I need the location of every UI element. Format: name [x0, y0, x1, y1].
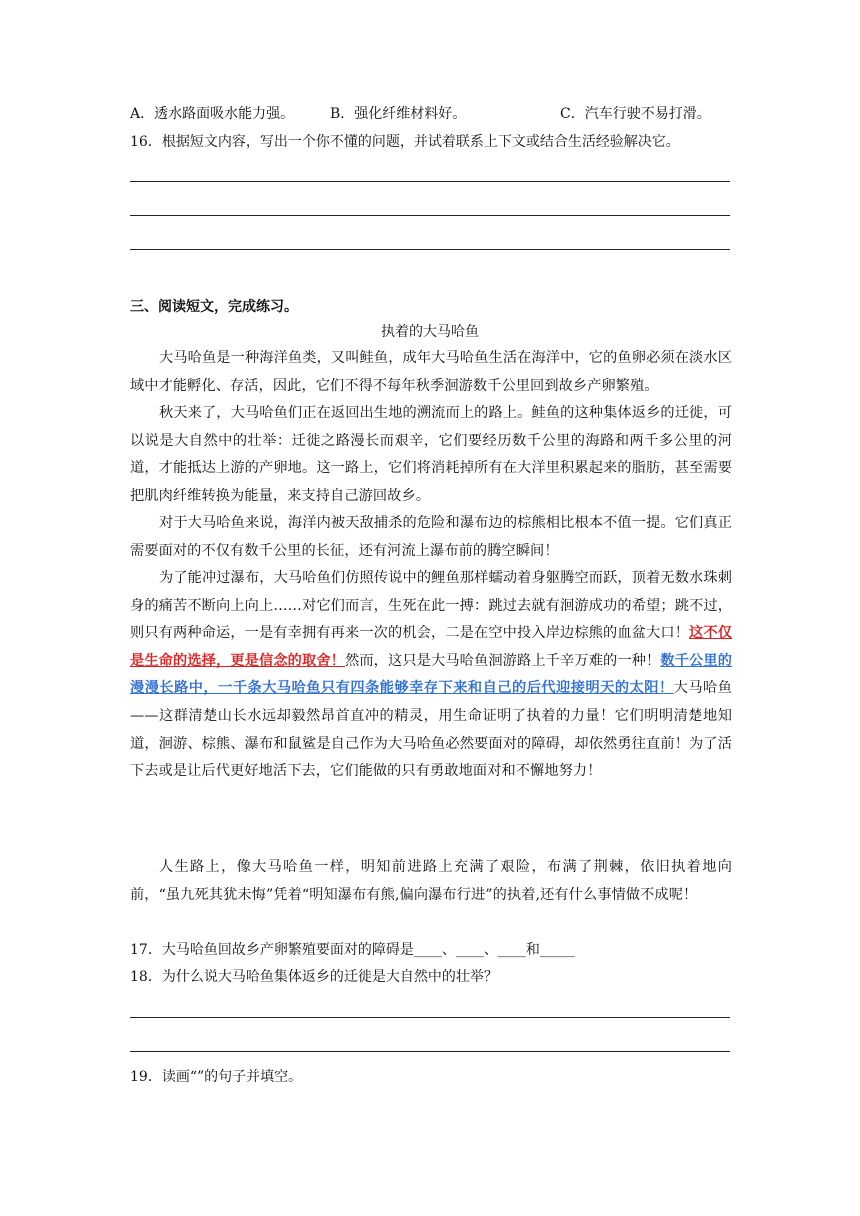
q15-option-c: C．汽车行驶不易打滑。	[560, 106, 711, 122]
answer-line-18-1[interactable]	[130, 1017, 730, 1018]
answer-line-16-3[interactable]	[130, 249, 730, 250]
q15-options	[130, 105, 711, 123]
q15-option-b: B．强化纤维材料好。	[330, 106, 467, 122]
paragraph-4-end: 大马哈鱼——这群清楚山长水远却毅然昂首直冲的精灵，用生命证明了执着的力量！它们明明清楚地知道，洄游、棕熊、瀑布和鼠鲨是自己作为大马哈鱼必然要面对的障碍，却依然勇往直前！为了活下去或是让后代更好地活下去，它们能做的只有勇敢地面对和不懈地努力！	[130, 680, 733, 780]
article-paragraph-4	[130, 565, 732, 786]
answer-line-18-2[interactable]	[130, 1051, 730, 1052]
article-title: 执着的大马哈鱼	[381, 324, 479, 340]
paragraph-4-start: 为了能冲过瀑布，大马哈鱼们仿照传说中的鲤鱼那样蠕动着身躯腾空而跃，顶着无数水珠刺身的痛苦不断向上向上……对它们而言，生死在此一搏：跳过去就有洄游成功的希望；跳不过，则只有两种命运，一是有幸拥有再来一次的机会，二是在空中投入岸边棕熊的血盆大口！	[130, 570, 732, 642]
article-paragraph-5: 人生路上，像大马哈鱼一样，明知前进路上充满了艰险，布满了荆棘，依旧执着地向前，“虽九死其犹未悔”凭着“明知瀑布有熊,偏向瀑布行进”的执着,还有什么事情做不成呢！	[130, 859, 732, 903]
q19-text: 19．读画“”的句子并填空。	[130, 1069, 303, 1085]
answer-line-16-2[interactable]	[130, 215, 730, 216]
q17-text: 17．大马哈鱼回故乡产卵繁殖要面对的障碍是____、____、____和_____	[130, 942, 575, 958]
q18-text: 18．为什么说大马哈鱼集体返乡的迁徙是大自然中的壮举？	[130, 969, 498, 985]
q15-option-a: A．透水路面吸水能力强。	[130, 106, 295, 122]
blue-underlined-sentence: 数千公里的漫漫长路中，一千条大马哈鱼只有四条能够幸存下来和自己的后代迎接明天的太阳！	[130, 652, 732, 697]
red-underlined-sentence: 这不仅是生命的选择，更是信念的取舍！	[130, 625, 732, 669]
article-paragraph-1: 大马哈鱼是一种海洋鱼类，又叫鲑鱼，成年大马哈鱼生活在海洋中，它的鱼卵必须在淡水区域中才能孵化、存活，因此，它们不得不每年秋季洄游数千公里回到故乡产卵繁殖。	[130, 350, 732, 394]
paragraph-4-middle: 然而，这只是大马哈鱼洄游路上千辛万难的一种！	[345, 652, 661, 669]
q16-text: 16．根据短文内容，写出一个你不懂的问题，并试着联系上下文或结合生活经验解决它。	[130, 134, 680, 150]
answer-line-16-1[interactable]	[130, 181, 730, 182]
article-paragraph-2: 秋天来了，大马哈鱼们正在返回出生地的溯流而上的路上。鲑鱼的这种集体返乡的迁徙，可以说是大自然中的壮举：迁徙之路漫长而艰辛，它们要经历数千公里的海路和两千多公里的河道，才能抵达上游的产卵地。这一路上，它们将消耗掉所有在大洋里积累起来的脂肪，甚至需要把肌肉纤维转换为能量，来支持自己游回故乡。	[130, 405, 732, 504]
article-paragraph-3: 对于大马哈鱼来说，海洋内被天敌捕杀的危险和瀑布边的棕熊相比根本不值一提。它们真正需要面对的不仅有数千公里的长征，还有河流上瀑布前的腾空瞬间！	[130, 515, 732, 559]
section-heading: 三、阅读短文，完成练习。	[130, 299, 298, 315]
